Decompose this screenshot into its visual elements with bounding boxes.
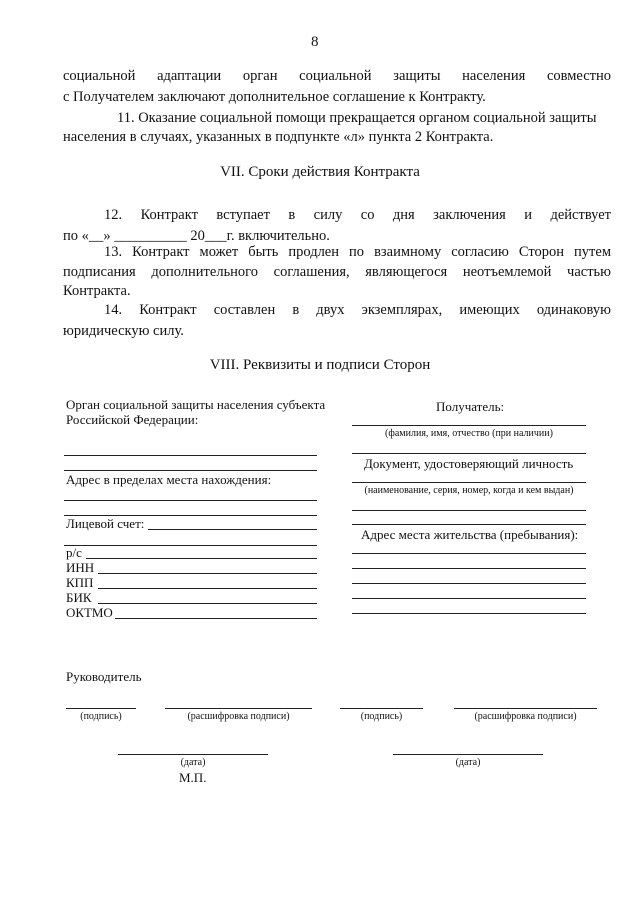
- address-line-1[interactable]: [64, 500, 317, 501]
- section-7-title: VII. Сроки действия Контракта: [220, 164, 420, 180]
- section-8-title: VIII. Реквизиты и подписи Сторон: [209, 357, 431, 373]
- residence-line-3[interactable]: [352, 583, 586, 584]
- bik-line[interactable]: [98, 603, 317, 604]
- kpp-label: КПП: [66, 575, 94, 590]
- right-date-line[interactable]: [393, 754, 543, 755]
- document-line-3[interactable]: [352, 524, 586, 525]
- residence-line-2[interactable]: [352, 568, 586, 569]
- org-label-line-1: Орган социальной защиты населения субъекта: [66, 397, 326, 412]
- p13-line-2: подписания дополнительного соглашения, являющегося неотъемлемой частью: [63, 264, 611, 280]
- residence-line-4[interactable]: [352, 598, 586, 599]
- p12-line-2: по «__» __________ 20___г. включительно.: [63, 228, 330, 244]
- kpp-line[interactable]: [98, 588, 317, 589]
- right-signature-line[interactable]: [340, 708, 423, 709]
- p14-line-2: юридическую силу.: [63, 323, 184, 339]
- p13-line-3: Контракта.: [63, 283, 131, 299]
- document-label: Документ, удостоверяющий личность: [364, 456, 574, 471]
- document-line-2[interactable]: [352, 510, 586, 511]
- intro-line-1: социальной адаптации орган социальной защиты населения совместно: [63, 68, 611, 84]
- seal-label: М.П.: [179, 770, 207, 785]
- left-signature-caption: (подпись): [80, 711, 122, 722]
- right-decoding-caption: (расшифровка подписи): [474, 711, 577, 722]
- left-date-line[interactable]: [118, 754, 268, 755]
- residence-label: Адрес места жительства (пребывания):: [361, 527, 579, 542]
- bik-label: БИК: [66, 590, 92, 605]
- document-caption: (наименование, серия, номер, когда и кем выдан): [364, 485, 574, 496]
- right-signature-caption: (подпись): [360, 711, 403, 722]
- head-label: Руководитель: [66, 669, 142, 684]
- p13-line-1: 13. Контракт может быть продлен по взаимному согласию Сторон путем: [104, 244, 611, 260]
- org-line-2[interactable]: [64, 470, 317, 471]
- fio-line-2[interactable]: [352, 453, 586, 454]
- left-signature-line[interactable]: [66, 708, 136, 709]
- intro-line-2: с Получателем заключают дополнительное соглашение к Контракту.: [63, 89, 486, 105]
- oktmo-label: ОКТМО: [66, 605, 113, 620]
- right-date-caption: (дата): [455, 757, 481, 768]
- residence-line-1[interactable]: [352, 553, 586, 554]
- org-label-line-2: Российской Федерации:: [66, 412, 199, 427]
- org-line-1[interactable]: [64, 455, 317, 456]
- account-line-2[interactable]: [64, 545, 317, 546]
- recipient-line[interactable]: [352, 425, 586, 426]
- document-line[interactable]: [352, 482, 586, 483]
- left-date-caption: (дата): [180, 757, 206, 768]
- p11-line-1: 11. Оказание социальной помощи прекращается органом социальной защиты: [117, 110, 597, 126]
- inn-line[interactable]: [98, 573, 317, 574]
- left-decoding-caption: (расшифровка подписи): [187, 711, 290, 722]
- rs-line[interactable]: [86, 558, 317, 559]
- rs-label: р/с: [66, 545, 82, 560]
- p14-line-1: 14. Контракт составлен в двух экземплярах, имеющих одинаковую: [104, 302, 611, 318]
- account-label: Лицевой счет:: [66, 516, 145, 531]
- recipient-label: Получатель:: [436, 399, 505, 414]
- fio-caption: (фамилия, имя, отчество (при наличии): [385, 428, 553, 439]
- p11-line-2: населения в случаях, указанных в подпункте «л» пункта 2 Контракта.: [63, 129, 494, 145]
- account-line[interactable]: [148, 529, 317, 530]
- p12-line-1: 12. Контракт вступает в силу со дня заключения и действует: [104, 207, 611, 223]
- right-decoding-line[interactable]: [454, 708, 597, 709]
- page-number: 8: [311, 34, 319, 50]
- residence-line-5[interactable]: [352, 613, 586, 614]
- address-label: Адрес в пределах места нахождения:: [66, 472, 272, 487]
- oktmo-line[interactable]: [115, 618, 317, 619]
- inn-label: ИНН: [66, 560, 95, 575]
- left-decoding-line[interactable]: [165, 708, 312, 709]
